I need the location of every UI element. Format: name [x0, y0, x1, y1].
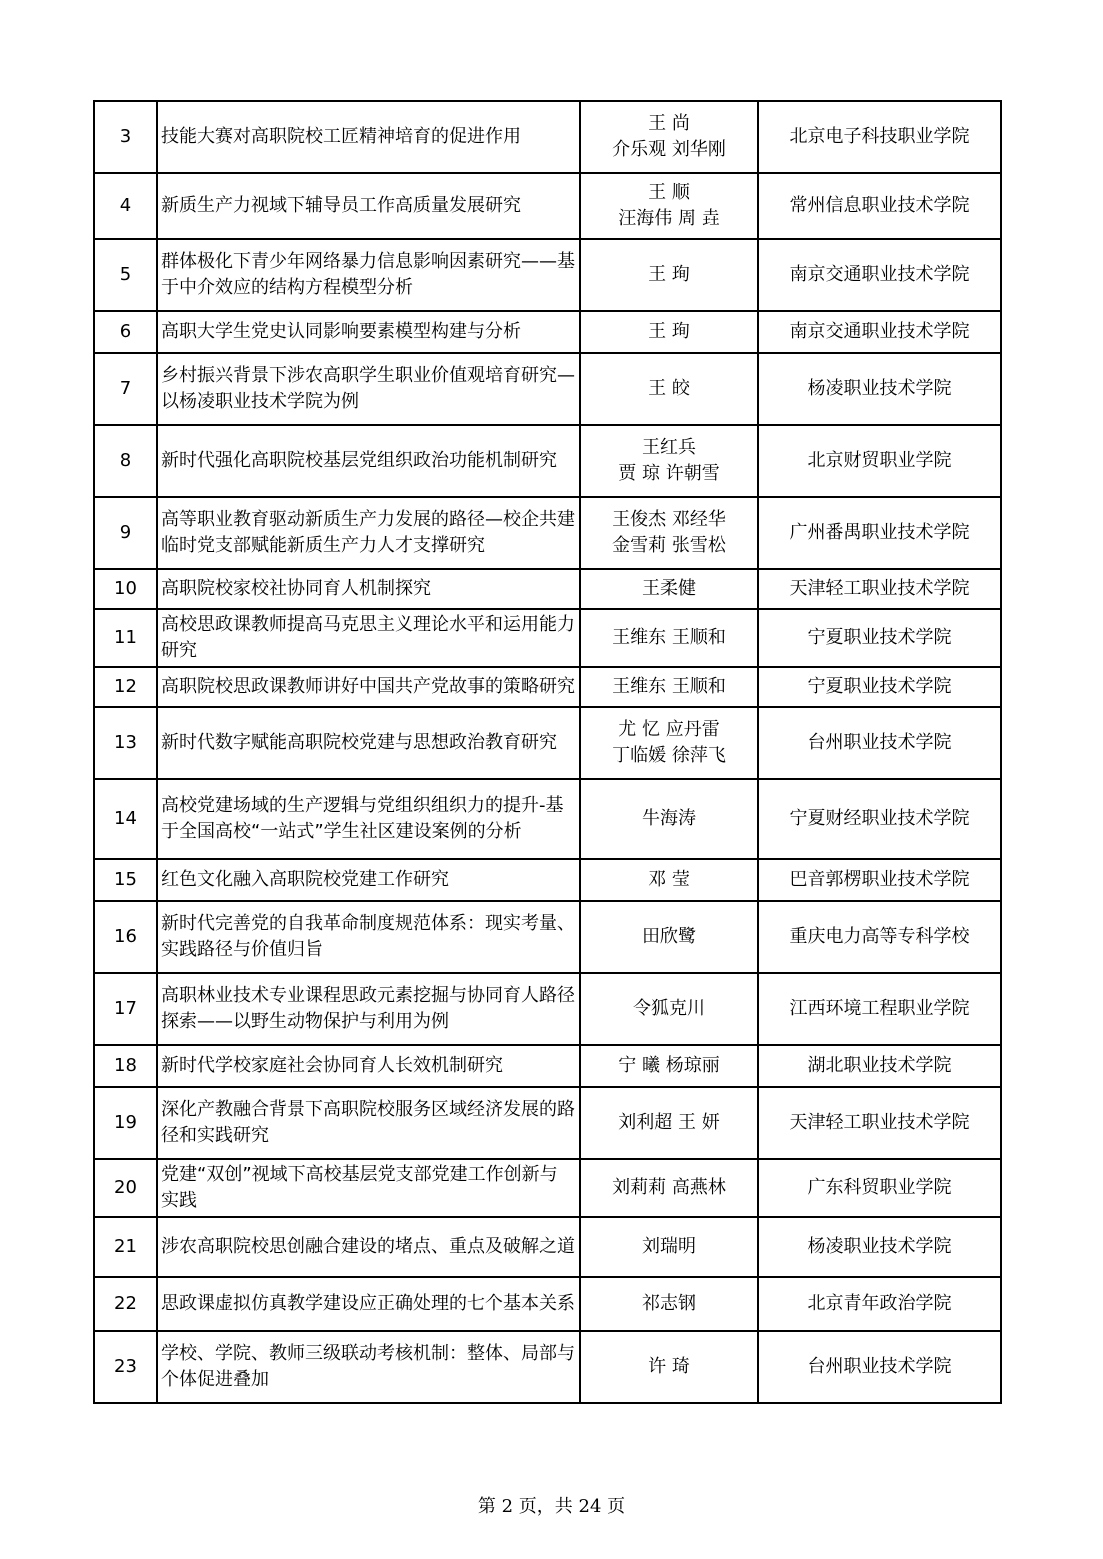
- project-title: 高职院校家校社协同育人机制探究: [161, 578, 431, 599]
- project-authors: 牛海涛: [642, 808, 696, 829]
- project-authors: 令狐克川: [633, 998, 705, 1019]
- projects-table: [93, 100, 1002, 1404]
- project-authors: 王红兵 贾 琼 许朝雪: [618, 437, 720, 484]
- project-institution: 南京交通职业技术学院: [789, 264, 970, 285]
- table-row: [94, 1217, 1001, 1277]
- row-number: 16: [114, 926, 137, 947]
- table-row: [94, 239, 1001, 311]
- table-row: [94, 353, 1001, 425]
- table-row: [94, 901, 1001, 973]
- row-number: 12: [114, 676, 137, 697]
- project-authors: 王 尚 介乐观 刘华刚: [612, 113, 726, 160]
- row-number: 4: [119, 195, 132, 216]
- row-number: 21: [114, 1236, 137, 1257]
- project-title: 群体极化下青少年网络暴力信息影响因素研究——基于中介效应的结构方程模型分析: [161, 251, 575, 298]
- project-title: 涉农高职院校思创融合建设的堵点、重点及破解之道: [161, 1236, 575, 1257]
- table-row: [94, 569, 1001, 609]
- project-authors: 宁 曦 杨琼丽: [618, 1055, 720, 1076]
- project-authors: 祁志钢: [642, 1293, 696, 1314]
- project-authors: 王维东 王顺和: [612, 676, 726, 697]
- project-authors: 田欣鹭: [642, 926, 696, 947]
- project-institution: 杨凌职业技术学院: [807, 1236, 952, 1257]
- table-row: [94, 1331, 1001, 1403]
- table-row: [94, 173, 1001, 239]
- project-title: 高等职业教育驱动新质生产力发展的路径—校企共建临时党支部赋能新质生产力人才支撑研究: [161, 509, 575, 556]
- row-number: 14: [114, 808, 137, 829]
- project-institution: 宁夏财经职业技术学院: [789, 808, 970, 829]
- project-authors: 王 顺 汪海伟 周 垚: [618, 182, 720, 229]
- row-number: 6: [119, 321, 132, 342]
- project-authors: 王俊杰 邓经华 金雪莉 张雪松: [612, 509, 726, 556]
- project-institution: 天津轻工职业技术学院: [789, 578, 970, 599]
- project-authors: 王维东 王顺和: [612, 627, 726, 648]
- project-title: 深化产教融合背景下高职院校服务区域经济发展的路径和实践研究: [161, 1099, 575, 1146]
- project-authors: 刘莉莉 高燕林: [612, 1177, 726, 1198]
- project-authors: 王 皎: [648, 378, 690, 399]
- table-row: [94, 1277, 1001, 1331]
- project-authors: 王 珣: [648, 321, 690, 342]
- row-number: 17: [114, 998, 137, 1019]
- project-institution: 宁夏职业技术学院: [807, 676, 952, 697]
- table-row: [94, 1045, 1001, 1087]
- project-title: 技能大赛对高职院校工匠精神培育的促进作用: [161, 126, 521, 147]
- project-title: 思政课虚拟仿真教学建设应正确处理的七个基本关系: [161, 1293, 575, 1314]
- project-institution: 广州番禺职业技术学院: [789, 522, 970, 543]
- project-title: 高职林业技术专业课程思政元素挖掘与协同育人路径探索——以野生动物保护与利用为例: [161, 985, 575, 1032]
- project-authors: 刘瑞明: [642, 1236, 696, 1257]
- project-title: 红色文化融入高职院校党建工作研究: [161, 869, 449, 890]
- project-title: 新时代完善党的自我革命制度规范体系：现实考量、实践路径与价值归旨: [161, 913, 575, 960]
- project-title: 党建“双创”视域下高校基层党支部党建工作创新与实践: [161, 1164, 558, 1211]
- project-institution: 巴音郭楞职业技术学院: [789, 869, 970, 890]
- row-number: 9: [119, 522, 132, 543]
- row-number: 5: [119, 264, 132, 285]
- project-title: 高校思政课教师提高马克思主义理论水平和运用能力研究: [161, 614, 575, 661]
- project-title: 乡村振兴背景下涉农高职学生职业价值观培育研究—以杨凌职业技术学院为例: [161, 365, 575, 412]
- project-institution: 台州职业技术学院: [807, 732, 952, 753]
- row-number: 19: [114, 1112, 137, 1133]
- project-institution: 北京电子科技职业学院: [789, 126, 970, 147]
- project-institution: 台州职业技术学院: [807, 1356, 952, 1377]
- project-authors: 尤 忆 应丹雷 丁临媛 徐萍飞: [612, 719, 726, 766]
- table-row: [94, 609, 1001, 667]
- project-institution: 北京青年政治学院: [807, 1293, 952, 1314]
- project-authors: 王柔健: [642, 578, 696, 599]
- project-title: 新时代强化高职院校基层党组织政治功能机制研究: [161, 450, 557, 471]
- table-row: [94, 425, 1001, 497]
- table-body: [94, 101, 1001, 1403]
- project-authors: 许 琦: [648, 1356, 690, 1377]
- table-row: [94, 101, 1001, 173]
- project-title: 高职大学生党史认同影响要素模型构建与分析: [161, 321, 521, 342]
- table-row: [94, 497, 1001, 569]
- row-number: 3: [119, 126, 132, 147]
- row-number: 18: [114, 1055, 137, 1076]
- page-footer: 第 2 页，共 24 页: [477, 1496, 626, 1517]
- project-institution: 广东科贸职业学院: [807, 1177, 952, 1198]
- project-institution: 南京交通职业技术学院: [789, 321, 970, 342]
- project-title: 新质生产力视域下辅导员工作高质量发展研究: [161, 195, 521, 216]
- row-number: 10: [114, 578, 137, 599]
- project-title: 学校、学院、教师三级联动考核机制：整体、局部与个体促进叠加: [161, 1343, 575, 1390]
- row-number: 11: [114, 627, 137, 648]
- table-row: [94, 1087, 1001, 1159]
- row-number: 7: [119, 378, 132, 399]
- project-authors: 王 珣: [648, 264, 690, 285]
- row-number: 8: [119, 450, 132, 471]
- project-institution: 江西环境工程职业学院: [789, 998, 970, 1019]
- project-institution: 重庆电力高等专科学校: [789, 926, 970, 947]
- project-institution: 宁夏职业技术学院: [807, 627, 952, 648]
- table-row: [94, 311, 1001, 353]
- project-title: 高校党建场域的生产逻辑与党组织组织力的提升-基于全国高校“一站式”学生社区建设案例的分析: [161, 795, 564, 842]
- row-number: 15: [114, 869, 137, 890]
- project-institution: 天津轻工职业技术学院: [789, 1112, 970, 1133]
- table-row: [94, 707, 1001, 779]
- row-number: 23: [114, 1356, 137, 1377]
- table-row: [94, 667, 1001, 707]
- row-number: 22: [114, 1293, 137, 1314]
- row-number: 13: [114, 732, 137, 753]
- project-authors: 邓 莹: [648, 869, 690, 890]
- table-row: [94, 973, 1001, 1045]
- table-row: [94, 859, 1001, 901]
- project-title: 高职院校思政课教师讲好中国共产党故事的策略研究: [161, 676, 575, 697]
- project-title: 新时代学校家庭社会协同育人长效机制研究: [161, 1055, 503, 1076]
- row-number: 20: [114, 1177, 137, 1198]
- project-title: 新时代数字赋能高职院校党建与思想政治教育研究: [161, 732, 557, 753]
- table-row: [94, 1159, 1001, 1217]
- project-institution: 杨凌职业技术学院: [807, 378, 952, 399]
- project-institution: 北京财贸职业学院: [807, 450, 952, 471]
- project-institution: 湖北职业技术学院: [807, 1055, 952, 1076]
- project-authors: 刘利超 王 妍: [618, 1112, 720, 1133]
- table-row: [94, 779, 1001, 859]
- project-institution: 常州信息职业技术学院: [789, 195, 970, 216]
